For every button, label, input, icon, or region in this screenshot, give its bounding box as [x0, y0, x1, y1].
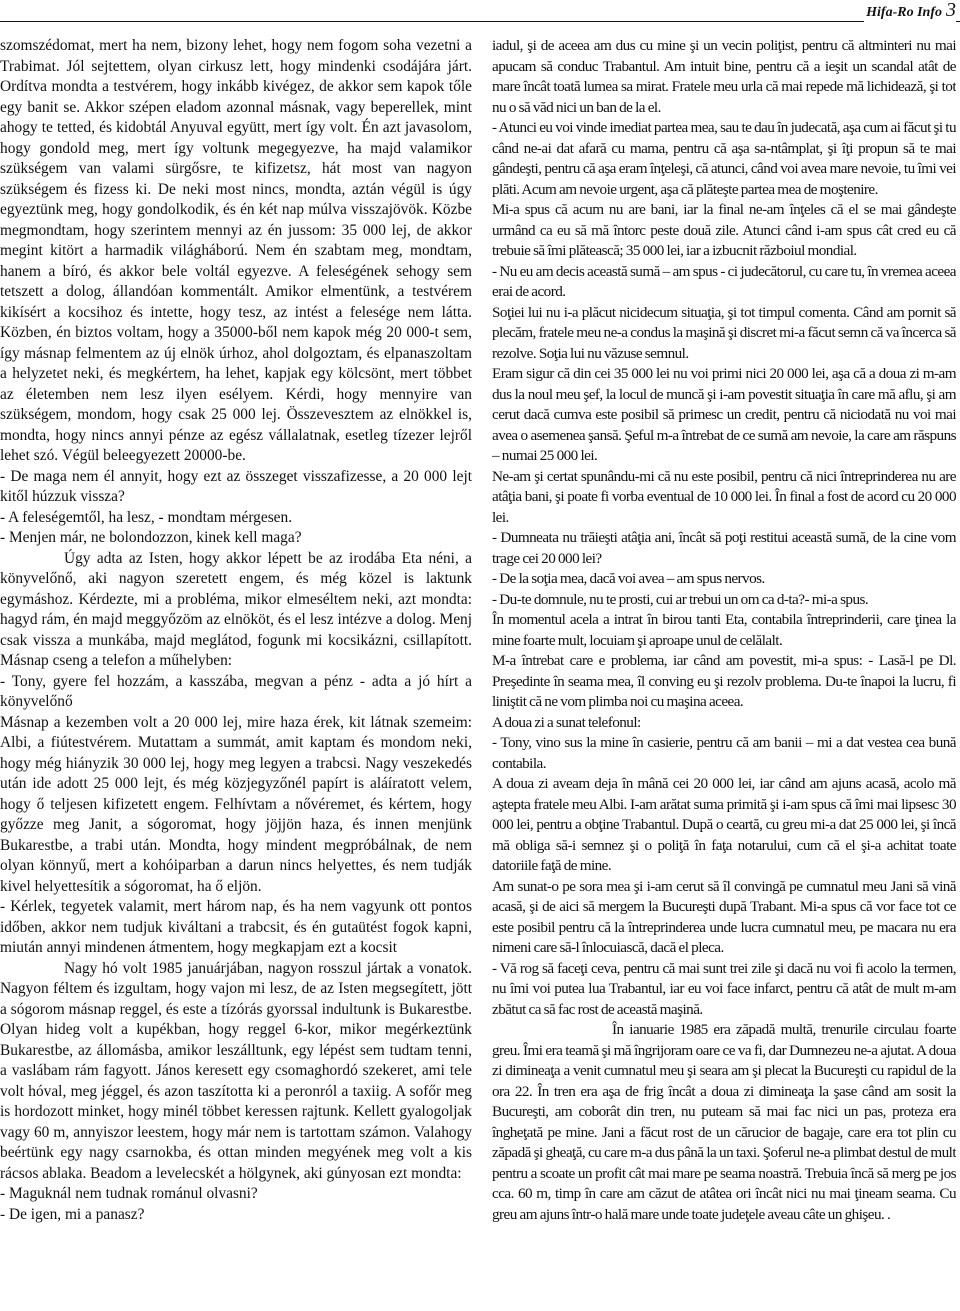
paragraph: Am sunat-o pe sora mea şi i-am cerut să îl convingă pe cumnatul meu Jani să vină acasă, şi de aici să mergem la Bucureşti după Trabant. Mi-a spus că vor face tot ce este posibil pentru că la întreprinderea unde lucra cumnatul meu, pe macara nu era nimeni care să-l înlocuiască, dacă el pleca.	[492, 877, 956, 956]
page-number: 3	[946, 0, 956, 21]
paragraph: M-a întrebat care e problema, iar când am povestit, mi-a spus: - Lasă-l pe Dl. Preşedinte în seama mea, îl conving eu şi rezolv problema. Du-te înapoi la lucru, fi liniştit că ne vom plimba noi cu maşina aceea.	[492, 652, 956, 710]
running-header	[864, 0, 956, 23]
dialogue-line: - Du-te domnule, nu te prosti, cui ar trebui un om ca d-ta?- mi-a spus.	[492, 590, 869, 608]
dialogue-line: - Atunci eu voi vinde imediat partea mea, sau te dau în judecată, aşa cum ai făcut şi tu când ne-ai dat afară cu mama, pentru că aşa sa-ntâmplat, şi îţi propun să te mai gândeşti, pentru că aşa eram înţeleşi, că atunci, când voi avea mare nevoie, tu îmi vei plăti. Acum am nevoie urgent, aşa că plăteşte partea mea de moştenire.	[492, 119, 956, 198]
dialogue-line: - Tony, vino sus la mine în casierie, pentru că am banii – mi a dat vestea cea bună contabila.	[492, 734, 956, 772]
paragraph: În ianuarie 1985 era zăpadă multă, trenurile circulau foarte greu. Îmi era teamă şi mă îngrijoram oare ce va fi, dar Dumnezeu ne-a ajutat. A doua zi dimineaţa a venit cumnatul meu şi seara am şi plecat la Bucureşti cu rapidul de la ora 22. În tren era aşa de frig încât a doua zi dimineaţa la şase când am sosit la Bucureşti, am coborât din tren, nu puteam să mai fac nici un pas, proteza era îngheţată pe mine. Jani a făcut rost de un cărucior de bagaje, care era tot plin cu zăpadă şi gheaţă, cu care m-a dus până la un taxi. Şoferul ne-a plimbat destul de mult pentru a scoate un profit cât mai mare pe seama noastră. Trebuia încă să merg pe jos cca. 60 m, timp în care am căzut de atâtea ori încât nici nu mai ţineam seama. Cu greu am ajuns într-o hală mare unde toate judeţele aveau câte un ghişeu. .	[492, 1021, 956, 1223]
hungarian-column	[0, 36, 472, 1308]
paragraph: Mi-a spus că acum nu are bani, iar la final ne-am înţeles că el se mai gândeşte urmând ca eu să mă întorc peste două zile. Atunci când i-am spus cât cred eu că trebuie să îmi plătească; 35 000 lei, iar a izbucnit războiul mondial.	[492, 201, 956, 259]
dialogue-line: - De maga nem él annyit, hogy ezt az összeget visszafizesse, a 20 000 lejt kitől húzzuk vissza?	[0, 467, 472, 505]
paragraph: În momentul acela a intrat în birou tanti Eta, contabila întreprinderii, care ţinea la mine foarte mult, locuiam şi aproape unul de celălalt.	[492, 611, 956, 649]
paragraph: Másnap a kezemben volt a 20 000 lej, mire haza érek, kit látnak szemeim: Albi, a fiútestvérem. Mutattam a summát, amit kaptam és mondom neki, hogy még hiányzik 30 000 lej, hogy meg legyen a trabcsi. Nagy veszekedés után ide adott 25 000 lejt, és még közjegyzőnél papírt is aláíratott velem, hogy ő teljesen kifizetett engem. Felhívtam a nővéremet, és kértem, hogy győzze meg Janit, a sógoromat, hogy jöjjön haza, és innen menjünk Bukarestbe, a trabi után. Mondta, hogy mindent megpróbálnak, de nem olyan könnyű, mert a kohóiparban a darun nincs helyettes, és nem tudják kivel helyettesítik a sógoromat, ha ő eljön.	[0, 713, 472, 895]
paragraph: iadul, şi de aceea am dus cu mine şi un vecin poliţist, pentru că altminteri nu mai apucam să conduc Trabantul. Am intuit bine, pentru că a ieşit un scandal atât de mare încât toată lumea sa mirat. Fratele meu urla că mai repede mă lichidează, şi tot nu o să văd nici un ban de la el.	[492, 37, 956, 116]
paragraph: Soţiei lui nu i-a plăcut nicidecum situaţia, şi tot timpul comenta. Când am pornit să plecăm, fratele meu ne-a condus la maşină şi discret mi-a făcut semn că va încerca să rezolve. Soţia lui nu văzuse semnul.	[492, 303, 956, 362]
dialogue-line: - A feleségemtől, ha lesz, - mondtam mérgesen.	[0, 508, 293, 526]
dialogue-line: - Maguknál nem tudnak románul olvasni?	[0, 1185, 258, 1202]
dialogue-line: - Tony, gyere fel hozzám, a kasszába, megvan a pénz - adta a jó hírt a könyvelőnő	[0, 672, 472, 710]
header-rule	[0, 21, 960, 22]
paragraph: A doua zi aveam deja în mână cei 20 000 lei, iar când am ajuns acasă, acolo mă aştepta fratele meu Albi. I-am arătat suma primită şi i-am spus că îmi mai lipsesc 30 000 lei, pentru a obţine Trabantul. După o ceartă, cu greu mi-a dat 25 000 lei, şi încă mă obliga să-i semnez şi o poliţă în faţa notarului, cum că el şi-a achitat toate datoriile faţă de mine.	[492, 775, 956, 874]
paragraph: Úgy adta az Isten, hogy akkor lépett be az irodába Eta néni, a könyvelőnő, aki nagyon szeretett engem, és még közel is laktunk egymáshoz. Kérdezte, mi a probléma, mikor elmeséltem neki, azt mondta: hagyd rám, én majd meggyőzöm az elnököt, és el lesz intézve a dolog. Menj csak vissza a munkába, majd meglátod, fogunk mi kocsikázni, csillapított. Másnap cseng a telefon a műhelyben:	[0, 549, 472, 669]
paragraph: Ne-am şi certat spunându-mi că nu este posibil, pentru că nici întreprinderea nu are atâţia bani, şi poate fi vorba eventual de 10 000 lei. În final a fost de acord cu 20 000 lei.	[492, 467, 956, 526]
dialogue-line: - Nu eu am decis această sumă – am spus - ci judecătorul, cu care tu, în vremea aceea erai de acord.	[492, 262, 956, 300]
dialogue-line: - De igen, mi a panasz?	[0, 1205, 145, 1223]
paragraph: Eram sigur că din cei 35 000 lei nu voi primi nici 20 000 lei, aşa că a doua zi m-am dus la noul meu şef, la locul de muncă şi i-am povestit situaţia în care mă aflu, şi am cerut dacă cumva este posibil să primesc un credit, pentru că niciodată nu voi mai avea o asemenea şansă. Şeful m-a întrebat de ce sumă am nevoie, la care am răspuns – numai 25 000 lei.	[492, 365, 956, 464]
publication-title: Hifa-Ro Info	[866, 5, 942, 20]
paragraph: Nagy hó volt 1985 januárjában, nagyon rosszul jártak a vonatok. Nagyon féltem és izgultam, hogy vajon mi lesz, de az Isten megsegített, jött a sógorom másnap reggel, és este a tízórás gyorssal indultunk is Bukarestbe. Olyan hideg volt a kupékban, hogy reggel 6-kor, mikor megérkeztünk Bukarestbe, az állomásba, amikor leszálltunk, egy lépést sem tudtam tenni, a vaslábam rám fagyott. János keresett egy csomaghordó szekeret, ami tele volt hóval, meg jéggel, és azon taszította ki a peronról a taxiig. A sofőr meg is hordozott minket, hogy minél többet keressen rajtunk. Kellett gyalogoljak vagy 60 m, annyiszor leestem, hogy már nem is tartottam számon. Valahogy beértünk egy nagy csarnokba, és ottan minden megyének meg volt a kis rácsos ablaka. Beadom a levelecskét a hölgynek, aki gúnyosan ezt mondta:	[0, 959, 472, 1182]
romanian-column	[492, 36, 956, 1308]
dialogue-line: - Vă rog să faceţi ceva, pentru că mai sunt trei zile şi dacă nu voi fi acolo la termen, nu îmi voi putea lua Trabantul, iar eu voi face infarct, pentru că atât de mult m-am zbătut ca să fac rost de această maşină.	[492, 959, 956, 1018]
dialogue-line: - Kérlek, tegyetek valamit, mert három nap, és ha nem vagyunk ott pontos időben, akkor nem tudjuk kiváltani a trabcsit, és én gutaütést fogok kapni, miután annyi mindenen átmentem, hogy megkapjam ezt a kocsit	[0, 898, 472, 956]
paragraph: A doua zi a sunat telefonul:	[492, 713, 641, 731]
page-header	[0, 0, 960, 28]
dialogue-line: - De la soţia mea, dacă voi avea – am spus nervos.	[492, 570, 765, 587]
paragraph: szomszédomat, mert ha nem, bizony lehet, hogy nem fogom soha vezetni a Trabimat. Jól sejtettem, olyan cirkusz lett, hogy mindenki csodájára járt. Ordítva mondta a testvérem, hogy inkább kivégez, de akkor sem kapok tőle egy banit se. Akkor szépen eladom azonnal másnak, vagy beperellek, mint ahogy te tetted, és kidobtál Anyuval együtt, mert így volt. Én azt javasolom, hogy gondold meg, mert így voltunk megegyezve, ha majd valamikor szükségem van valami sürgősre, te kifizetsz, hát most van nagyon szükségem és fizess ki. De neki most nincs, mondta, aztán végül is úgy egyeztünk meg, hogy gondolkodik, és én két nap múlva visszajövök. Közbe megmondtam, hogy szerintem mennyi az én jussom: 35 000 lej, de akkor megint kitört a harmadik világháború. Nem én szabtam meg, mondtam, hanem a bíró, és akkor bele voltál egyezve. A feleségének sehogy sem tetszett a dolog, állandóan kommentált. Amikor elmentünk, a testvérem kikísért a kocsihoz és intette, hogy tesz, az intést a felesége nem látta. Közben, én biztos voltam, hogy a 35000-ből nem kapok még 20 000-t sem, így másnap felmentem az új elnök úrhoz, ahol dolgoztam, és elpanaszoltam a helyzetet neki, és megkértem, ha lehet, kapjak egy kölcsönt, mert többet az életemben nem lesz ilyen esélyem. Kérdi, hogy mennyire van szükségem, mondom, hogy csak 25 000 lej. Összevesztem az elnökkel is, mondta, hogy nincs annyi pénze az egész vállalatnak, esetleg tízezer lejről lehet szó. Végül beleegyezett 20000-be.	[0, 37, 472, 464]
dialogue-line: - Menjen már, ne bolondozzon, kinek kell maga?	[0, 529, 302, 546]
dialogue-line: - Dumneata nu trăieşti atâţia ani, încât să poţi restitui această sumă, de la cine vom trage cei 20 000 lei?	[492, 529, 956, 567]
